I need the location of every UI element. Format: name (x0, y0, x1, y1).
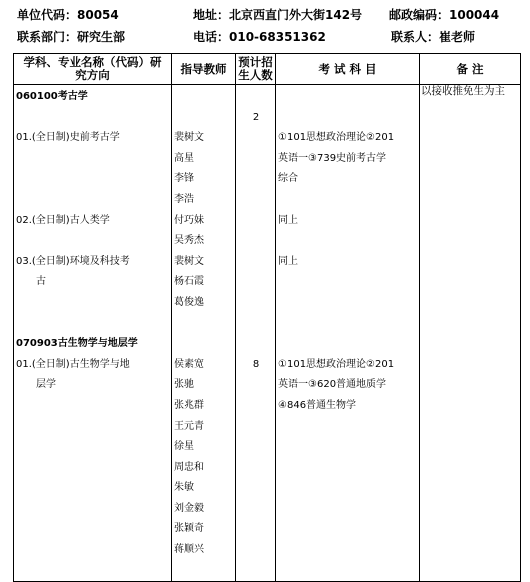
quota-value (238, 87, 274, 108)
major-line (16, 499, 170, 520)
exam-line: 综合 (278, 173, 298, 185)
contact-department: 联系部门：研究生部 (17, 30, 126, 44)
major-line (16, 540, 170, 561)
advisor-name (174, 108, 234, 129)
header-advisor: 指导教师 (172, 54, 236, 85)
advisor-name: 高星 (174, 152, 194, 164)
major-line (16, 519, 170, 540)
exam-line (278, 334, 418, 355)
quota-value (238, 519, 274, 540)
exam-line (278, 314, 418, 335)
exam-line: ①101思想政治理论②201 (278, 132, 395, 144)
major-line (16, 437, 170, 458)
quota-value (238, 190, 274, 211)
major-line (16, 417, 170, 438)
quota-value (238, 272, 274, 293)
advisor-name: 周忠和 (174, 461, 204, 473)
exam-line: ④846普通生物学 (278, 399, 357, 411)
table-header-row (14, 54, 521, 85)
exam-line (278, 272, 418, 293)
advisor-name: 杨石霞 (174, 276, 204, 288)
major-line: 02.(全日制)古人类学 (16, 214, 110, 226)
major-line: 古 (36, 276, 46, 288)
postcode: 邮政编码：100044 (389, 8, 500, 22)
quota-value (238, 252, 274, 273)
major-line: 层学 (36, 379, 56, 391)
major-line: 03.(全日制)环境及科技考 (16, 255, 130, 267)
exam-line (278, 499, 418, 520)
advisor-name: 葛俊逸 (174, 296, 204, 308)
quota-value (238, 417, 274, 438)
advisor-name: 朱敏 (174, 482, 194, 494)
major-line: 01.(全日制)史前考古学 (16, 132, 120, 144)
exam-line (278, 293, 418, 314)
quota-value (238, 169, 274, 190)
exam-line (278, 108, 418, 129)
quota-value (238, 334, 274, 355)
quota-value (238, 293, 274, 314)
advisor-name: 裴树文 (174, 255, 204, 267)
header-note: 备 注 (420, 54, 521, 85)
exam-line (278, 519, 418, 540)
major-column (14, 85, 172, 582)
major-line (16, 149, 170, 170)
quota-value (238, 396, 274, 417)
header-major: 学科、专业名称（代码）研究方向 (14, 54, 172, 85)
table-row (14, 85, 521, 582)
advisor-name: 王元青 (174, 420, 204, 432)
exam-line (278, 561, 418, 582)
quota-value (238, 437, 274, 458)
address: 地址：北京西直门外大街142号 (193, 8, 363, 22)
quota-column (236, 85, 276, 582)
quota-value (238, 499, 274, 520)
quota-value (238, 375, 274, 396)
exam-line (278, 458, 418, 479)
header-exam: 考 试 科 目 (276, 54, 420, 85)
quota-value (238, 314, 274, 335)
unit-code: 单位代码：80054 (17, 8, 119, 22)
advisor-name (174, 314, 234, 335)
major-line (16, 314, 170, 335)
major-line (16, 108, 170, 129)
quota-value (238, 561, 274, 582)
exam-line (278, 478, 418, 499)
major-line (16, 396, 170, 417)
exam-line (278, 437, 418, 458)
contact-person: 联系人：崔老师 (391, 30, 476, 44)
quota-value (238, 231, 274, 252)
note-column (420, 85, 521, 582)
exam-line: 同上 (278, 255, 298, 267)
advisor-name: 张兆群 (174, 399, 204, 411)
quota-value (238, 458, 274, 479)
exam-line (278, 87, 418, 108)
advisor-name: 李锋 (174, 173, 194, 185)
exam-line (278, 417, 418, 438)
major-line (16, 231, 170, 252)
major-line (16, 169, 170, 190)
advisor-name: 侯素宽 (174, 358, 204, 370)
quota-value (238, 128, 274, 149)
exam-column (276, 85, 420, 582)
enrollment-table (13, 53, 521, 582)
advisor-name: 吴秀杰 (174, 235, 204, 247)
advisor-name: 李浩 (174, 193, 194, 205)
quota-value (238, 211, 274, 232)
major-line (16, 190, 170, 211)
exam-line (278, 190, 418, 211)
major-line: 01.(全日制)古生物学与地 (16, 358, 130, 370)
exam-line: 英语一③739史前考古学 (278, 152, 387, 164)
exam-line: ①101思想政治理论②201 (278, 358, 395, 370)
phone: 电话：010-68351362 (193, 30, 326, 44)
quota-value: 2 (252, 111, 260, 123)
advisor-name: 裴树文 (174, 132, 204, 144)
exam-line: 英语一③620普通地质学 (278, 379, 387, 391)
major-line (16, 293, 170, 314)
note-text: 以接收推免生为主 (421, 85, 505, 97)
header-quota: 预计招生人数 (236, 54, 276, 85)
quota-value (238, 149, 274, 170)
exam-line: 同上 (278, 214, 298, 226)
major-line (16, 478, 170, 499)
major-line (16, 458, 170, 479)
advisor-name: 蒋顺兴 (174, 544, 204, 556)
advisor-name: 张驰 (174, 379, 194, 391)
quota-value: 8 (252, 358, 260, 370)
exam-line (278, 540, 418, 561)
quota-value (238, 478, 274, 499)
advisor-name (174, 561, 234, 582)
advisor-name (174, 334, 234, 355)
advisor-name: 张颖奇 (174, 523, 204, 535)
exam-line (278, 231, 418, 252)
quota-value (238, 540, 274, 561)
advisor-name: 付巧妹 (174, 214, 204, 226)
major-line: 060100考古学 (16, 91, 88, 102)
advisor-name (174, 87, 234, 108)
major-line (16, 561, 170, 582)
advisor-name: 徐星 (174, 441, 194, 453)
major-line: 070903古生物学与地层学 (16, 338, 138, 350)
advisor-column (172, 85, 236, 582)
advisor-name: 刘金毅 (174, 502, 204, 514)
